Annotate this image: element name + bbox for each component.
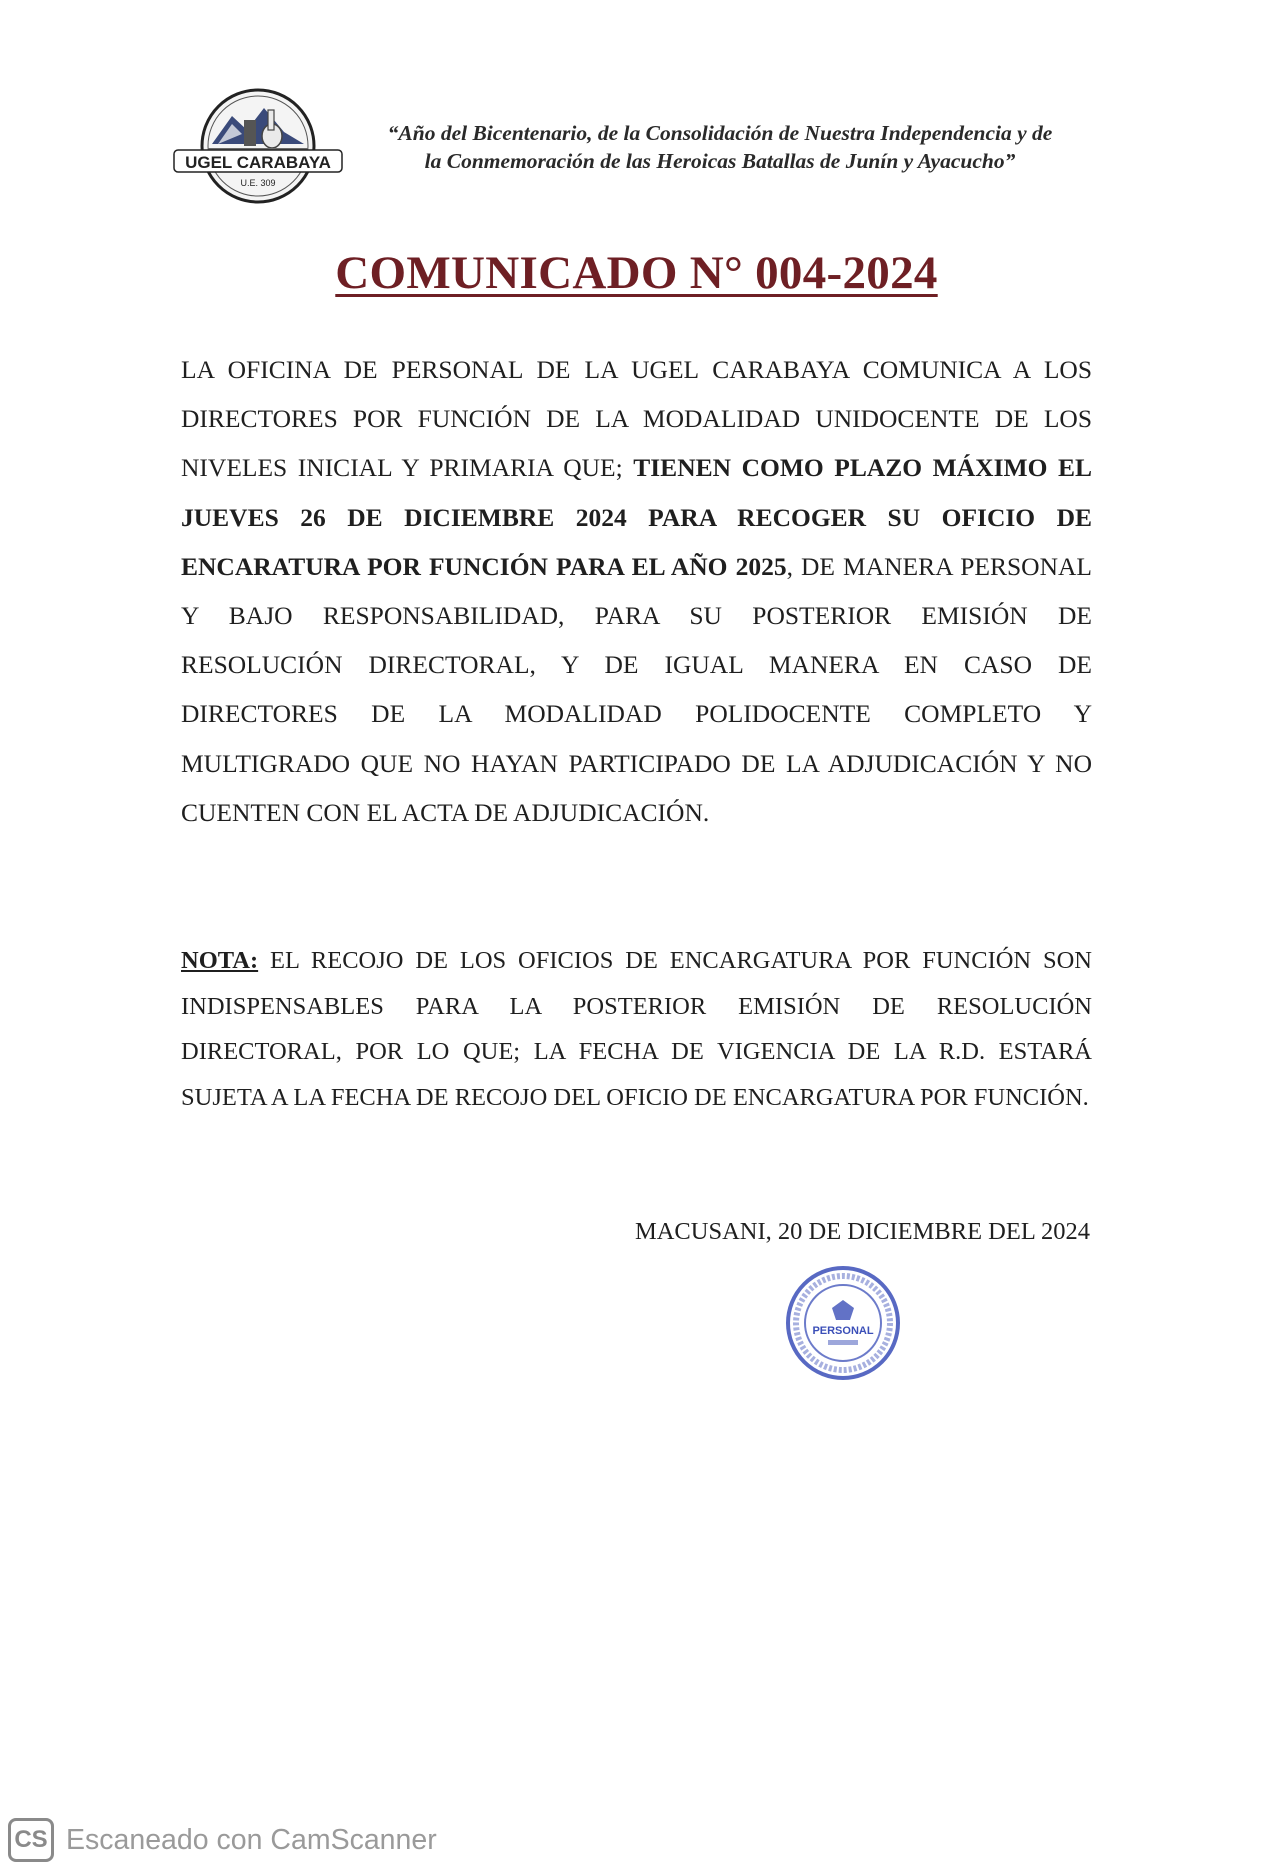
paragraph-deadline-bold: TIENEN COMO PLAZO MÁXIMO EL JUEVES 26 DE DICIEMBRE 2024 PARA RECOGER SU OFICIO DE ENCARATURA POR FUNCIÓN PARA EL AÑO 2025 <box>181 453 1092 581</box>
title-text: COMUNICADO N° 004-2024 <box>335 247 938 299</box>
camscanner-icon: CS <box>8 1818 54 1862</box>
year-motto <box>340 119 1100 175</box>
paragraph-rest: , DE MANERA PERSONAL Y BAJO RESPONSABILIDAD, PARA SU POSTERIOR EMISIÓN DE RESOLUCIÓN DIRECTORAL, Y DE IGUAL MANERA EN CASO DE DIRECTORES DE LA MODALIDAD POLIDOCENTE COMPLETO Y MULTIGRADO QUE NO HAYAN PARTICIPADO DE LA ADJUDICACIÓN Y NO CUENTEN CON EL ACTA DE ADJUDICACIÓN. <box>181 551 1092 827</box>
paragraph-intro: LA OFICINA DE PERSONAL DE LA UGEL CARABAYA COMUNICA A LOS DIRECTORES POR FUNCIÓN DE LA MODALIDAD UNIDOCENTE DE LOS NIVELES INICIAL Y PRIMARIA QUE; <box>181 355 1092 483</box>
ugel-carabaya-logo <box>172 86 344 206</box>
stamp-text: PERSONAL <box>812 1325 874 1337</box>
personal-office-stamp <box>784 1264 902 1382</box>
logo-name-text: UGEL CARABAYA <box>185 153 331 172</box>
document-title <box>0 246 1273 300</box>
note-paragraph <box>181 938 1092 1120</box>
camscanner-watermark <box>8 1814 437 1866</box>
logo-subtitle-text: U.E. 309 <box>240 178 276 188</box>
motto-line-2: la Conmemoración de las Heroicas Batallas de Junín y Ayacucho” <box>424 149 1016 173</box>
main-paragraph <box>181 345 1092 837</box>
note-label: NOTA: <box>181 947 259 974</box>
date-line: MACUSANI, 20 DE DICIEMBRE DEL 2024 <box>634 1218 1090 1245</box>
note-text: EL RECOJO DE LOS OFICIOS DE ENCARGATURA POR FUNCIÓN SON INDISPENSABLES PARA LA POSTERIOR EMISIÓN DE RESOLUCIÓN DIRECTORAL, POR LO QUE; LA FECHA DE VIGENCIA DE LA R.D. ESTARÁ SUJETA A LA FECHA DE RECOJO DEL OFICIO DE ENCARGATURA POR FUNCIÓN. <box>181 947 1092 1111</box>
camscanner-text: Escaneado con CamScanner <box>66 1823 437 1856</box>
motto-line-1: “Año del Bicentenario, de la Consolidación de Nuestra Independencia y de <box>387 121 1053 145</box>
